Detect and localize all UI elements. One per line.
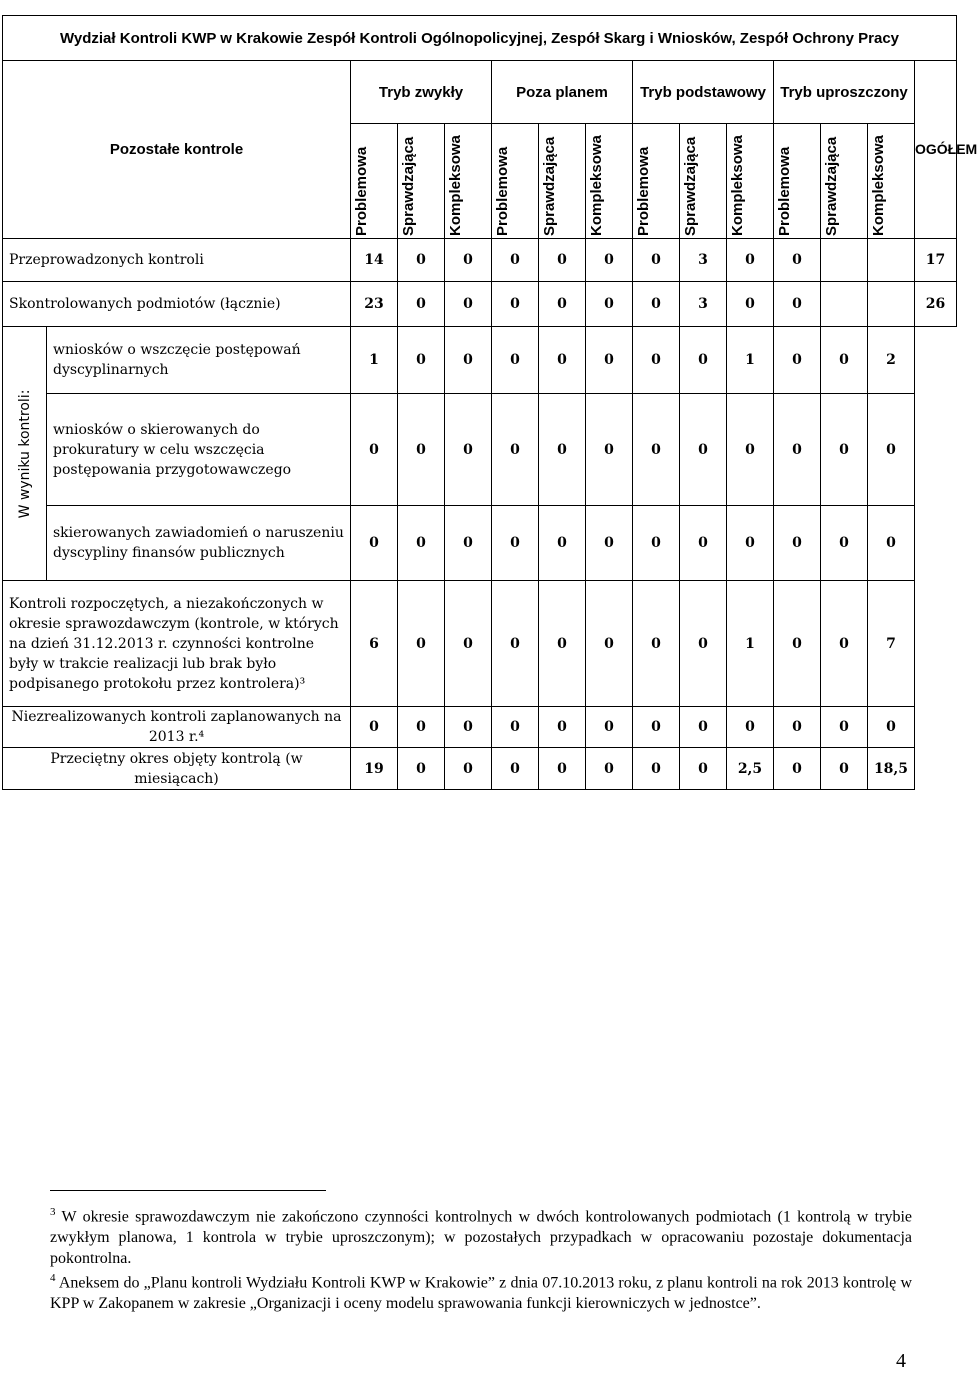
value-cell: 0 — [727, 282, 774, 327]
footnote-3 — [50, 1202, 912, 1269]
subheader-label: Problemowa — [776, 146, 793, 236]
value-cell: 0 — [398, 327, 445, 394]
total-cell: 0 — [868, 394, 915, 506]
row-label: Przeprowadzonych kontroli — [3, 239, 351, 282]
value-cell: 0 — [586, 506, 633, 581]
value-cell: 0 — [492, 581, 539, 707]
value-cell: 0 — [539, 506, 586, 581]
subheader-label: Sprawdzająca — [541, 136, 558, 236]
value-cell: 0 — [774, 327, 821, 394]
row-label: wniosków o wszczęcie postępowań dyscyplinarnych — [47, 327, 351, 394]
subheader-label: Kompleksowa — [588, 135, 605, 236]
value-cell: 0 — [492, 748, 539, 790]
value-cell: 0 — [445, 748, 492, 790]
value-cell: 0 — [398, 394, 445, 506]
value-cell: 1 — [727, 327, 774, 394]
value-cell: 0 — [492, 327, 539, 394]
value-cell: 0 — [633, 506, 680, 581]
footnote-number: 3 — [50, 1206, 56, 1218]
value-cell: 0 — [445, 282, 492, 327]
value-cell: 0 — [774, 581, 821, 707]
value-cell: 1 — [727, 581, 774, 707]
value-cell: 0 — [492, 506, 539, 581]
value-cell: 0 — [539, 282, 586, 327]
footnote-separator — [50, 1190, 326, 1191]
value-cell: 0 — [492, 394, 539, 506]
value-cell: 0 — [774, 748, 821, 790]
value-cell: 2,5 — [727, 748, 774, 790]
row-label: Skontrolowanych podmiotów (łącznie) — [3, 282, 351, 327]
subheader-cell — [727, 124, 774, 239]
group-header: Tryb uproszczony — [774, 61, 915, 124]
value-cell — [868, 282, 915, 327]
value-cell: 19 — [351, 748, 398, 790]
value-cell: 0 — [774, 282, 821, 327]
subheader-label: Sprawdzająca — [823, 136, 840, 236]
value-cell: 0 — [633, 581, 680, 707]
subheader-label: Sprawdzająca — [400, 136, 417, 236]
value-cell: 0 — [586, 707, 633, 748]
value-cell: 0 — [492, 707, 539, 748]
value-cell: 0 — [727, 394, 774, 506]
value-cell: 0 — [398, 581, 445, 707]
value-cell: 0 — [727, 707, 774, 748]
subheader-cell — [821, 124, 868, 239]
value-cell: 0 — [492, 282, 539, 327]
value-cell: 0 — [539, 239, 586, 282]
value-cell: 14 — [351, 239, 398, 282]
total-cell: 0 — [868, 707, 915, 748]
value-cell: 0 — [821, 581, 868, 707]
total-header: OGÓŁEM — [915, 61, 957, 239]
value-cell: 0 — [398, 239, 445, 282]
subheader-cell — [586, 124, 633, 239]
value-cell: 0 — [633, 707, 680, 748]
value-cell: 0 — [539, 707, 586, 748]
value-cell: 1 — [351, 327, 398, 394]
value-cell: 23 — [351, 282, 398, 327]
side-label: W wyniku kontroli: — [16, 389, 33, 518]
value-cell: 0 — [633, 282, 680, 327]
value-cell: 0 — [398, 748, 445, 790]
value-cell: 0 — [774, 394, 821, 506]
value-cell: 0 — [398, 282, 445, 327]
value-cell: 0 — [351, 506, 398, 581]
subheader-cell — [351, 124, 398, 239]
row-label: Kontroli rozpoczętych, a niezakończonych w okresie sprawozdawczym (kontrole, w których na dzień 31.12.2013 r. czynności kontrolne były w trakcie realizacji lub brak było podpisanego protokołu przez kontrolera)³ — [3, 581, 351, 707]
value-cell: 0 — [586, 239, 633, 282]
subheader-cell — [868, 124, 915, 239]
total-cell: 17 — [915, 239, 957, 282]
row-label: wniosków o skierowanych do prokuratury w celu wszczęcia postępowania przygotowawczego — [47, 394, 351, 506]
value-cell: 0 — [586, 581, 633, 707]
value-cell — [821, 239, 868, 282]
row-label: skierowanych zawiadomień o naruszeniu dyscypliny finansów publicznych — [47, 506, 351, 581]
subheader-label: Kompleksowa — [870, 135, 887, 236]
value-cell: 0 — [680, 707, 727, 748]
total-cell: 7 — [868, 581, 915, 707]
value-cell: 0 — [727, 239, 774, 282]
group-header: Tryb zwykły — [351, 61, 492, 124]
footnote-text: Aneksem do „Planu kontroli Wydziału Kontroli KWP w Krakowie” z dnia 07.10.2013 roku, z planu kontroli na rok 2013 kontrolę w KPP w Zakopanem w zakresie „Organizacji i oceny modelu sprawowania funkcji kierowniczych w jednostce”. — [50, 1274, 912, 1313]
value-cell: 6 — [351, 581, 398, 707]
value-cell: 0 — [821, 748, 868, 790]
value-cell: 0 — [680, 394, 727, 506]
subheader-cell — [680, 124, 727, 239]
value-cell: 0 — [680, 581, 727, 707]
value-cell: 0 — [398, 707, 445, 748]
value-cell: 0 — [586, 394, 633, 506]
value-cell: 0 — [774, 707, 821, 748]
value-cell — [868, 239, 915, 282]
row-label: Przeciętny okres objęty kontrolą (w miesiącach) — [3, 748, 351, 790]
value-cell — [821, 282, 868, 327]
subheader-label: Problemowa — [353, 146, 370, 236]
value-cell: 0 — [445, 581, 492, 707]
subheader-label: Problemowa — [494, 146, 511, 236]
group-header: Tryb podstawowy — [633, 61, 774, 124]
report-table — [2, 15, 977, 790]
value-cell: 0 — [821, 394, 868, 506]
value-cell: 0 — [445, 506, 492, 581]
value-cell: 0 — [492, 239, 539, 282]
value-cell: 0 — [727, 506, 774, 581]
value-cell: 3 — [680, 239, 727, 282]
value-cell: 0 — [774, 239, 821, 282]
value-cell: 0 — [445, 707, 492, 748]
total-cell: 26 — [915, 282, 957, 327]
group-header: Poza planem — [492, 61, 633, 124]
value-cell: 0 — [774, 506, 821, 581]
table-title: Wydział Kontroli KWP w Krakowie Zespół Kontroli Ogólnopolicyjnej, Zespół Skarg i Wniosków, Zespół Ochrony Pracy — [3, 16, 957, 61]
subheader-label: Problemowa — [635, 146, 652, 236]
subheader-label: Kompleksowa — [729, 135, 746, 236]
value-cell: 3 — [680, 282, 727, 327]
subheader-label: Sprawdzająca — [682, 136, 699, 236]
value-cell: 0 — [398, 506, 445, 581]
value-cell: 0 — [821, 506, 868, 581]
total-cell: 2 — [868, 327, 915, 394]
row-label: Niezrealizowanych kontroli zaplanowanych na 2013 r.⁴ — [3, 707, 351, 748]
subheader-cell — [492, 124, 539, 239]
value-cell: 0 — [351, 394, 398, 506]
value-cell: 0 — [633, 394, 680, 506]
value-cell: 0 — [633, 239, 680, 282]
subheader-cell — [398, 124, 445, 239]
remaining-controls-header: Pozostałe kontrole — [3, 61, 351, 239]
footnote-text: W okresie sprawozdawczym nie zakończono czynności kontrolnych w dwóch kontrolowanych podmiotach (1 kontrolą w trybie zwykłym planowa, 1 kontrola w trybie uproszczonym); w pozostałych przypadkach w opracowaniu pozostaje dokumentacja pokontrolna. — [50, 1208, 912, 1268]
footnote-number: 4 — [50, 1272, 56, 1284]
value-cell: 0 — [821, 707, 868, 748]
value-cell: 0 — [539, 327, 586, 394]
value-cell: 0 — [539, 394, 586, 506]
value-cell: 0 — [586, 327, 633, 394]
value-cell: 0 — [680, 327, 727, 394]
value-cell: 0 — [821, 327, 868, 394]
subheader-cell — [774, 124, 821, 239]
side-label-cell — [3, 327, 47, 581]
total-cell: 18,5 — [868, 748, 915, 790]
subheader-cell — [445, 124, 492, 239]
value-cell: 0 — [680, 748, 727, 790]
value-cell: 0 — [586, 748, 633, 790]
value-cell: 0 — [445, 239, 492, 282]
value-cell: 0 — [539, 748, 586, 790]
value-cell: 0 — [445, 394, 492, 506]
footnote-4 — [50, 1268, 912, 1314]
total-cell: 0 — [868, 506, 915, 581]
value-cell: 0 — [445, 327, 492, 394]
value-cell: 0 — [351, 707, 398, 748]
subheader-label: Kompleksowa — [447, 135, 464, 236]
value-cell: 0 — [633, 327, 680, 394]
value-cell: 0 — [633, 748, 680, 790]
page-number: 4 — [896, 1350, 906, 1372]
subheader-cell — [633, 124, 680, 239]
value-cell: 0 — [539, 581, 586, 707]
subheader-cell — [539, 124, 586, 239]
value-cell: 0 — [586, 282, 633, 327]
value-cell: 0 — [680, 506, 727, 581]
